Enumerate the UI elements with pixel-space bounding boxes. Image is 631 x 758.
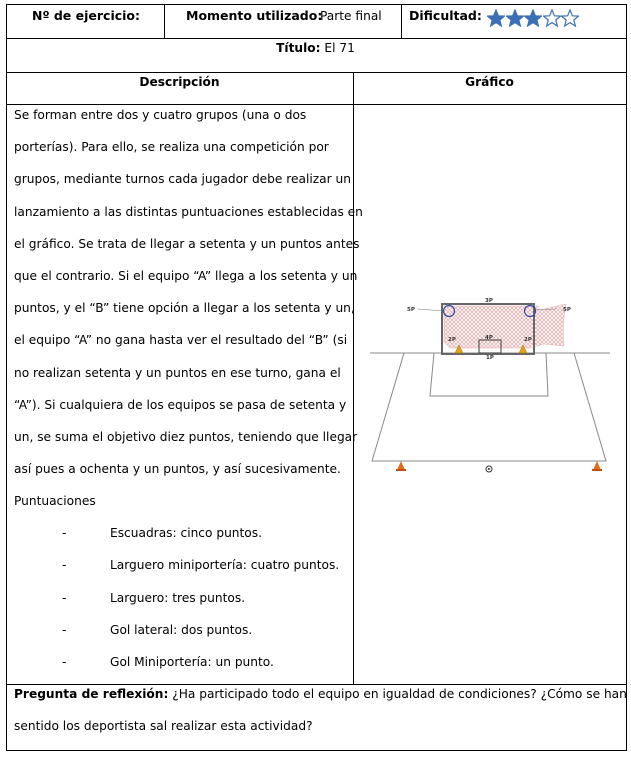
table-divider — [6, 72, 626, 73]
reflection-label: Pregunta de reflexión: — [14, 687, 169, 701]
score-bullet: - — [62, 655, 67, 670]
description-line: no realizan setenta y un puntos en ese turno, gana el — [14, 365, 341, 380]
star-filled-icon — [506, 9, 524, 27]
description-line: que el contrario. Si el equipo “A” llega a los setenta y un — [14, 269, 358, 283]
penalty-area — [372, 353, 606, 461]
table-divider — [6, 38, 626, 39]
table-border-left — [6, 4, 7, 751]
table-border-bottom — [6, 750, 626, 751]
right-side-score-label: 2P — [524, 337, 532, 343]
description-line: “A”). Si cualquiera de los equipos se pasa de setenta y — [14, 397, 347, 412]
description-line: porterías). Para ello, se realiza una competición por — [14, 140, 329, 155]
score-bullet: - — [62, 622, 67, 637]
cone-icon — [593, 461, 601, 470]
left-corner-score-label: 5P — [407, 307, 415, 313]
score-item: Larguero: tres puntos. — [110, 590, 246, 605]
moment-label: Momento utilizado: — [186, 8, 323, 23]
table-border-right — [626, 4, 627, 751]
goal-net — [444, 304, 566, 348]
right-corner-score-label: 5P — [563, 307, 571, 313]
mini-crossbar-score-label: 4P — [485, 335, 493, 341]
moment-value: Parte final — [320, 9, 382, 23]
description-line: el gráfico. Se trata de llegar a setenta y un puntos antes — [14, 236, 360, 251]
description-line: así pues a ochenta y un puntos, y así sucesivamente. — [14, 462, 341, 477]
score-item: Escuadras: cinco puntos. — [110, 526, 262, 540]
cone-base — [396, 469, 406, 471]
table-divider — [353, 72, 354, 684]
reflection-line-2: sentido los deportista sal realizar esta actividad? — [14, 719, 313, 733]
description-column-header: Descripción — [139, 75, 220, 89]
star-filled-icon — [524, 9, 542, 27]
table-divider — [401, 4, 402, 38]
table-divider — [6, 684, 626, 685]
description-line: grupos, mediante turnos cada jugador debe realizar un — [14, 172, 351, 187]
score-bullet: - — [62, 526, 67, 540]
cone-base — [592, 469, 602, 471]
score-bullet: - — [62, 558, 67, 573]
mini-goal-score-label: 1P — [486, 355, 494, 361]
exercise-number-label: Nº de ejercicio: — [32, 8, 141, 23]
description-line: un, se suma el objetivo diez puntos, teniendo que llegar — [14, 430, 358, 444]
score-item: Larguero miniportería: cuatro puntos. — [110, 558, 340, 573]
pointer-line — [418, 309, 444, 311]
cone-icon — [397, 461, 405, 470]
title-label: Título: — [276, 41, 321, 55]
reflection-line-1 — [14, 686, 627, 702]
star-outline-icon — [561, 9, 579, 27]
scores-title: Puntuaciones — [14, 494, 96, 509]
ball-icon-detail — [488, 468, 490, 470]
title-row — [0, 40, 631, 56]
graphic-column-header: Gráfico — [465, 75, 514, 89]
star-filled-icon — [487, 9, 505, 27]
table-divider — [6, 104, 626, 105]
star-outline-icon — [543, 9, 561, 27]
table-divider — [164, 4, 165, 38]
crossbar-score-label: 3P — [485, 298, 493, 304]
title-value: El 71 — [324, 41, 355, 55]
description-line: lanzamiento a las distintas puntuaciones establecidas en — [14, 204, 363, 219]
score-item: Gol Miniportería: un punto. — [110, 655, 274, 670]
description-line: puntos, y el “B” tiene opción a llegar a los setenta y un, — [14, 301, 355, 316]
table-border-top — [6, 4, 626, 5]
goal-diagram — [368, 292, 612, 478]
score-bullet: - — [62, 590, 67, 605]
score-item: Gol lateral: dos puntos. — [110, 622, 253, 637]
left-side-score-label: 2P — [448, 337, 456, 343]
description-line: Se forman entre dos y cuatro grupos (una o dos — [14, 108, 307, 122]
description-line: el equipo “A” no gana hasta ver el resultado del “B” (si — [14, 333, 348, 348]
reflection-question: ¿Ha participado todo el equipo en igualdad de condiciones? ¿Cómo se han — [172, 687, 627, 701]
difficulty-label: Dificultad: — [409, 8, 482, 23]
